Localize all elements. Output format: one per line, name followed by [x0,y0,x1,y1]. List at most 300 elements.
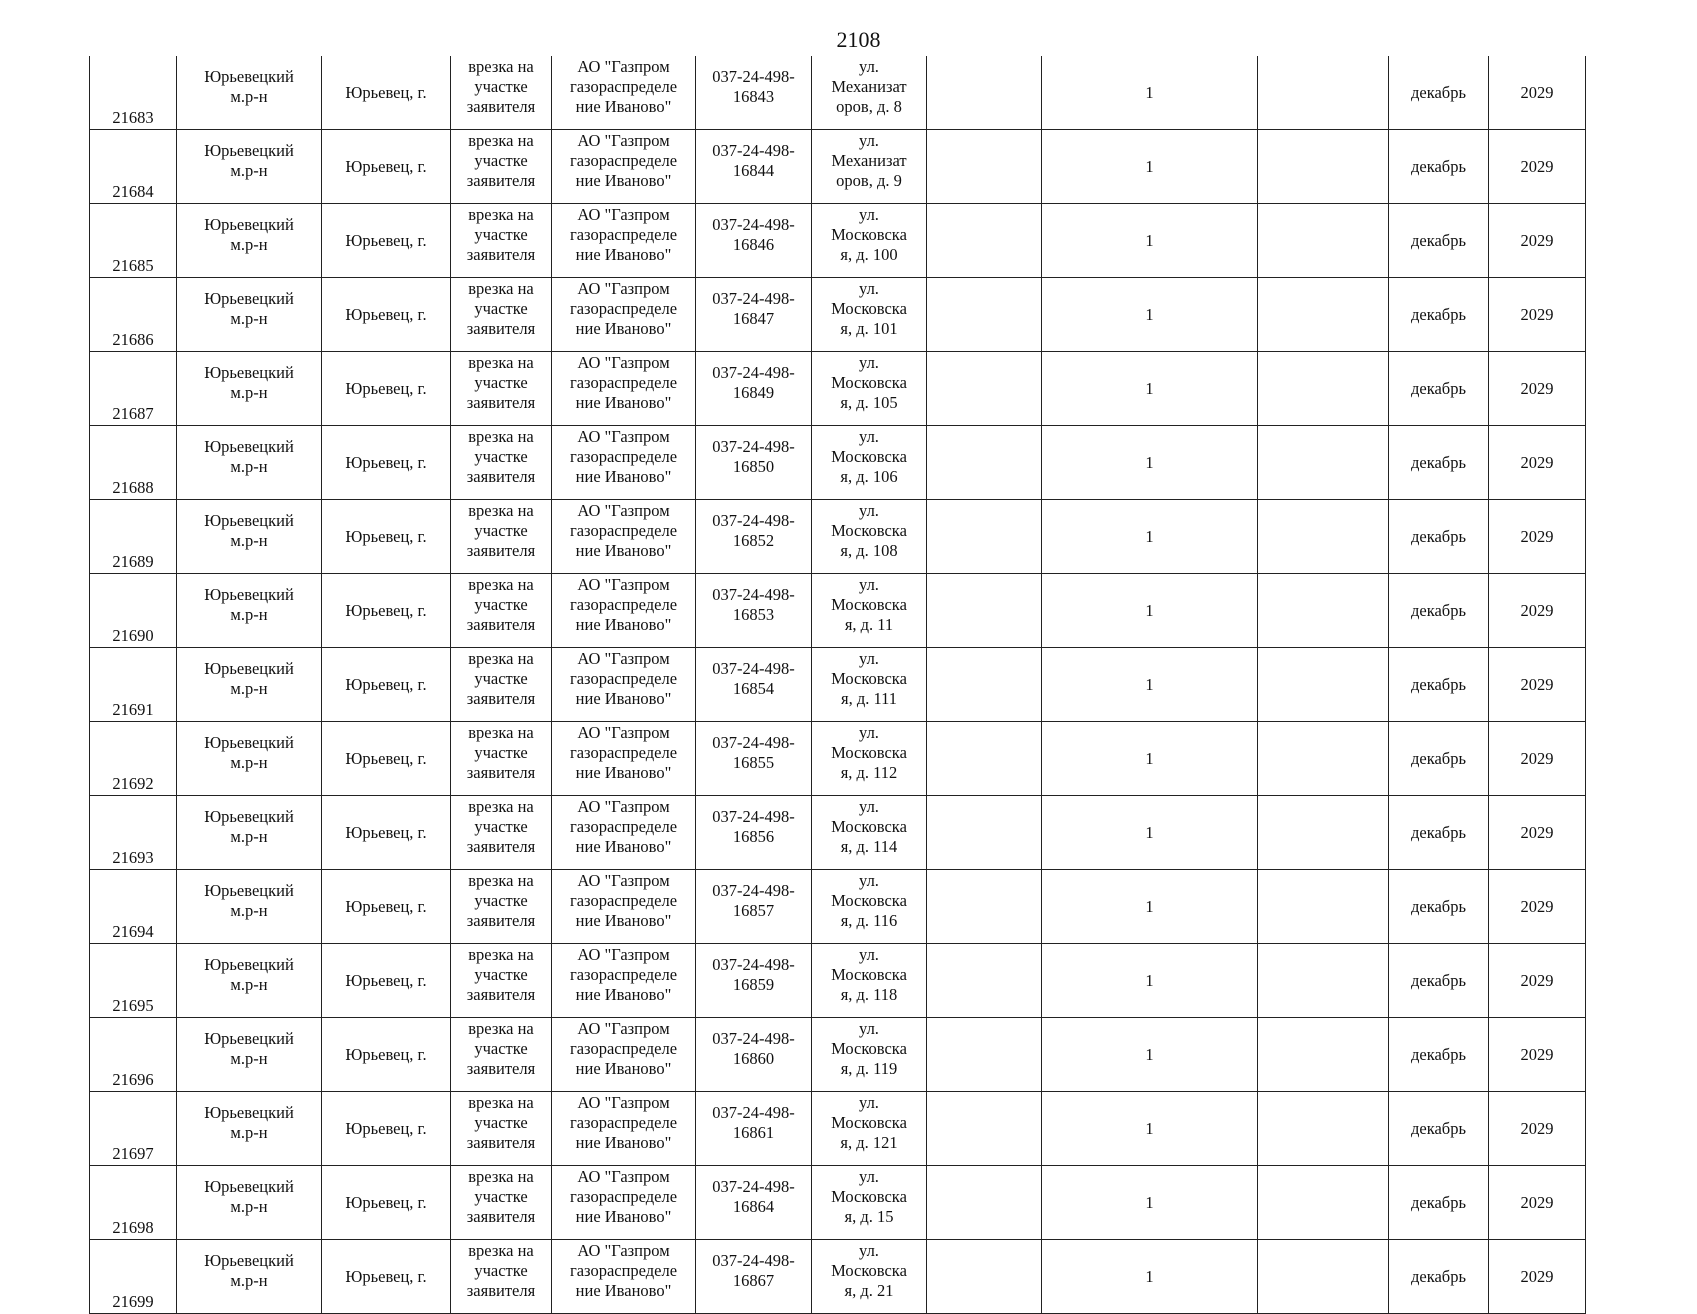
object-code-line: 037-24-498- [712,67,795,86]
connection-type-line: заявителя [466,763,536,782]
address-line: ул. [859,1093,879,1112]
district-cell [177,278,322,352]
row-number-cell: 21688 [90,426,177,500]
organization-line: ние Иваново" [575,467,672,486]
year-cell: 2029 [1489,648,1586,722]
district-line: м.р-н [230,753,268,772]
address-line: я, д. 100 [840,245,898,264]
count-cell: 1 [1042,426,1258,500]
district-line: м.р-н [230,161,268,180]
year-cell: 2029 [1489,1166,1586,1240]
district-line: м.р-н [230,235,268,254]
organization-line: АО "Газпром [577,723,670,742]
district-cell [177,1166,322,1240]
district-line: м.р-н [230,901,268,920]
connection-type-line: участке [474,447,528,466]
row-number-cell: 21689 [90,500,177,574]
empty-cell [927,870,1042,944]
table-row [90,1092,1586,1166]
object-code-line: 037-24-498- [712,807,795,826]
object-code-cell [696,500,812,574]
object-code-line: 16867 [732,1271,775,1290]
connection-type-cell [451,870,552,944]
address-line: Московска [831,965,907,984]
year-cell: 2029 [1489,796,1586,870]
connection-type-cell [451,944,552,1018]
empty-cell [927,204,1042,278]
address-line: ул. [859,279,879,298]
address-cell [812,870,927,944]
empty-cell [927,352,1042,426]
connection-type-line: врезка на [468,353,534,372]
empty-cell [1258,352,1389,426]
row-number-cell: 21690 [90,574,177,648]
district-line: м.р-н [230,87,268,106]
organization-line: АО "Газпром [577,797,670,816]
organization-line: АО "Газпром [577,353,670,372]
address-cell [812,796,927,870]
organization-cell [552,56,696,130]
district-cell [177,352,322,426]
object-code-cell [696,1092,812,1166]
locality-cell: Юрьевец, г. [322,574,451,648]
connection-type-cell [451,648,552,722]
year-cell: 2029 [1489,56,1586,130]
address-line: я, д. 15 [844,1207,894,1226]
organization-line: ние Иваново" [575,97,672,116]
address-line: Московска [831,521,907,540]
connection-type-line: заявителя [466,615,536,634]
organization-line: АО "Газпром [577,427,670,446]
month-cell: декабрь [1389,870,1489,944]
organization-line: газораспределе [569,373,678,392]
address-line: Московска [831,1261,907,1280]
year-cell: 2029 [1489,1240,1586,1314]
connection-type-line: участке [474,77,528,96]
connection-type-line: заявителя [466,97,536,116]
organization-cell [552,870,696,944]
address-line: я, д. 11 [844,615,894,634]
organization-line: ние Иваново" [575,393,672,412]
empty-cell [1258,1240,1389,1314]
row-number-cell: 21693 [90,796,177,870]
object-code-line: 037-24-498- [712,141,795,160]
organization-line: газораспределе [569,1113,678,1132]
locality-cell: Юрьевец, г. [322,1240,451,1314]
connection-type-line: врезка на [468,1167,534,1186]
organization-line: газораспределе [569,225,678,244]
object-code-line: 037-24-498- [712,733,795,752]
object-code-line: 037-24-498- [712,289,795,308]
district-line: м.р-н [230,827,268,846]
address-cell [812,722,927,796]
year-cell: 2029 [1489,130,1586,204]
count-cell: 1 [1042,500,1258,574]
connection-type-line: участке [474,1039,528,1058]
object-code-cell [696,1166,812,1240]
district-cell [177,870,322,944]
object-code-line: 037-24-498- [712,437,795,456]
district-line: Юрьевецкий [204,141,294,160]
connection-type-cell [451,278,552,352]
address-line: я, д. 118 [840,985,898,1004]
month-cell: декабрь [1389,56,1489,130]
month-cell: декабрь [1389,648,1489,722]
organization-cell [552,1092,696,1166]
connection-type-line: участке [474,151,528,170]
connection-type-line: врезка на [468,279,534,298]
connection-type-cell [451,574,552,648]
empty-cell [927,574,1042,648]
month-cell: декабрь [1389,1018,1489,1092]
empty-cell [1258,796,1389,870]
organization-line: АО "Газпром [577,1167,670,1186]
address-line: я, д. 101 [840,319,898,338]
district-line: Юрьевецкий [204,807,294,826]
district-cell [177,574,322,648]
object-code-line: 037-24-498- [712,1103,795,1122]
empty-cell [1258,722,1389,796]
connection-type-line: врезка на [468,575,534,594]
object-code-cell [696,352,812,426]
object-code-line: 16859 [732,975,775,994]
connection-type-line: врезка на [468,501,534,520]
organization-line: АО "Газпром [577,57,670,76]
object-code-line: 037-24-498- [712,585,795,604]
table-row [90,426,1586,500]
table-row [90,1166,1586,1240]
row-number-cell: 21683 [90,56,177,130]
organization-line: ние Иваново" [575,1207,672,1226]
empty-cell [927,1166,1042,1240]
table-row [90,944,1586,1018]
address-line: Московска [831,1039,907,1058]
organization-line: АО "Газпром [577,649,670,668]
organization-cell [552,426,696,500]
district-line: м.р-н [230,1049,268,1068]
address-line: Московска [831,817,907,836]
connection-type-line: участке [474,891,528,910]
organization-line: ние Иваново" [575,245,672,264]
address-line: Московска [831,669,907,688]
object-code-line: 16844 [732,161,775,180]
organization-cell [552,1018,696,1092]
year-cell: 2029 [1489,1018,1586,1092]
empty-cell [1258,204,1389,278]
connection-type-line: врезка на [468,205,534,224]
year-cell: 2029 [1489,204,1586,278]
row-number-cell: 21698 [90,1166,177,1240]
organization-line: АО "Газпром [577,279,670,298]
organization-line: АО "Газпром [577,501,670,520]
month-cell: декабрь [1389,500,1489,574]
connection-type-line: участке [474,299,528,318]
district-line: м.р-н [230,605,268,624]
organization-cell [552,278,696,352]
connection-type-line: врезка на [468,1019,534,1038]
object-code-cell [696,648,812,722]
organization-line: АО "Газпром [577,205,670,224]
object-code-line: 16864 [732,1197,775,1216]
empty-cell [1258,1018,1389,1092]
district-cell [177,1240,322,1314]
organization-line: ние Иваново" [575,763,672,782]
count-cell: 1 [1042,1240,1258,1314]
month-cell: декабрь [1389,574,1489,648]
district-cell [177,1092,322,1166]
count-cell: 1 [1042,278,1258,352]
organization-cell [552,722,696,796]
object-code-line: 037-24-498- [712,363,795,382]
row-number-cell: 21685 [90,204,177,278]
object-code-cell [696,56,812,130]
organization-line: ние Иваново" [575,1059,672,1078]
connection-type-line: участке [474,743,528,762]
organization-line: АО "Газпром [577,1019,670,1038]
table-row [90,648,1586,722]
address-line: оров, д. 9 [836,171,902,190]
table-row [90,1240,1586,1314]
address-cell [812,426,927,500]
empty-cell [1258,1092,1389,1166]
address-line: Московска [831,1113,907,1132]
object-code-line: 16847 [732,309,775,328]
address-line: я, д. 108 [840,541,898,560]
table-row [90,1018,1586,1092]
connection-type-cell [451,426,552,500]
address-line: ул. [859,945,879,964]
organization-line: газораспределе [569,743,678,762]
address-line: Московска [831,743,907,762]
address-line: Московска [831,891,907,910]
year-cell: 2029 [1489,1092,1586,1166]
connection-type-line: заявителя [466,1281,536,1300]
locality-cell: Юрьевец, г. [322,796,451,870]
connection-type-line: врезка на [468,797,534,816]
address-cell [812,574,927,648]
organization-cell [552,648,696,722]
connection-type-line: заявителя [466,985,536,1004]
locality-cell: Юрьевец, г. [322,352,451,426]
organization-line: газораспределе [569,595,678,614]
empty-cell [1258,1166,1389,1240]
year-cell: 2029 [1489,278,1586,352]
locality-cell: Юрьевец, г. [322,278,451,352]
address-cell [812,278,927,352]
empty-cell [1258,870,1389,944]
object-code-line: 16853 [732,605,775,624]
registry-table [89,56,1586,1314]
connection-type-line: участке [474,669,528,688]
district-line: Юрьевецкий [204,67,294,86]
district-line: Юрьевецкий [204,955,294,974]
object-code-line: 16861 [732,1123,775,1142]
object-code-line: 037-24-498- [712,1029,795,1048]
connection-type-line: заявителя [466,171,536,190]
organization-line: ние Иваново" [575,837,672,856]
district-line: м.р-н [230,975,268,994]
row-number-cell: 21696 [90,1018,177,1092]
table-row [90,870,1586,944]
count-cell: 1 [1042,204,1258,278]
object-code-cell [696,1018,812,1092]
connection-type-line: заявителя [466,393,536,412]
organization-cell [552,944,696,1018]
year-cell: 2029 [1489,574,1586,648]
month-cell: декабрь [1389,1166,1489,1240]
locality-cell: Юрьевец, г. [322,1166,451,1240]
district-cell [177,944,322,1018]
connection-type-line: заявителя [466,689,536,708]
empty-cell [927,648,1042,722]
district-cell [177,204,322,278]
row-number-cell: 21686 [90,278,177,352]
object-code-cell [696,204,812,278]
organization-line: АО "Газпром [577,871,670,890]
table-row [90,574,1586,648]
object-code-cell [696,796,812,870]
organization-cell [552,1240,696,1314]
empty-cell [927,500,1042,574]
connection-type-line: заявителя [466,1133,536,1152]
address-line: Московска [831,373,907,392]
organization-cell [552,1166,696,1240]
connection-type-cell [451,130,552,204]
organization-line: ние Иваново" [575,171,672,190]
empty-cell [927,426,1042,500]
row-number-cell: 21694 [90,870,177,944]
row-number-cell: 21691 [90,648,177,722]
connection-type-line: врезка на [468,945,534,964]
organization-line: ние Иваново" [575,319,672,338]
address-line: ул. [859,649,879,668]
month-cell: декабрь [1389,722,1489,796]
connection-type-cell [451,722,552,796]
address-cell [812,56,927,130]
address-line: Механизат [831,77,907,96]
count-cell: 1 [1042,796,1258,870]
connection-type-line: участке [474,965,528,984]
connection-type-line: заявителя [466,245,536,264]
count-cell: 1 [1042,648,1258,722]
organization-line: ние Иваново" [575,615,672,634]
row-number-cell: 21697 [90,1092,177,1166]
count-cell: 1 [1042,870,1258,944]
organization-cell [552,204,696,278]
district-line: Юрьевецкий [204,1103,294,1122]
locality-cell: Юрьевец, г. [322,944,451,1018]
district-line: м.р-н [230,309,268,328]
connection-type-line: участке [474,521,528,540]
empty-cell [927,944,1042,1018]
object-code-line: 037-24-498- [712,511,795,530]
table-row [90,278,1586,352]
empty-cell [1258,944,1389,1018]
year-cell: 2029 [1489,944,1586,1018]
address-line: Московска [831,595,907,614]
address-line: ул. [859,205,879,224]
organization-line: газораспределе [569,1039,678,1058]
object-code-cell [696,426,812,500]
connection-type-line: участке [474,595,528,614]
district-line: Юрьевецкий [204,363,294,382]
month-cell: декабрь [1389,1092,1489,1166]
count-cell: 1 [1042,352,1258,426]
locality-cell: Юрьевец, г. [322,204,451,278]
locality-cell: Юрьевец, г. [322,500,451,574]
organization-line: газораспределе [569,77,678,96]
organization-line: ние Иваново" [575,689,672,708]
connection-type-cell [451,796,552,870]
address-line: я, д. 106 [840,467,898,486]
object-code-line: 16852 [732,531,775,550]
address-line: ул. [859,131,879,150]
empty-cell [1258,648,1389,722]
organization-line: газораспределе [569,447,678,466]
month-cell: декабрь [1389,204,1489,278]
organization-line: газораспределе [569,669,678,688]
connection-type-line: врезка на [468,1093,534,1112]
count-cell: 1 [1042,722,1258,796]
object-code-line: 16856 [732,827,775,846]
object-code-line: 037-24-498- [712,215,795,234]
object-code-line: 037-24-498- [712,881,795,900]
organization-line: газораспределе [569,151,678,170]
locality-cell: Юрьевец, г. [322,648,451,722]
connection-type-line: врезка на [468,427,534,446]
address-cell [812,1018,927,1092]
organization-line: газораспределе [569,817,678,836]
address-line: ул. [859,57,879,76]
month-cell: декабрь [1389,796,1489,870]
district-cell [177,796,322,870]
organization-cell [552,796,696,870]
organization-line: АО "Газпром [577,1241,670,1260]
organization-cell [552,574,696,648]
empty-cell [1258,574,1389,648]
row-number-cell: 21695 [90,944,177,1018]
address-line: ул. [859,797,879,816]
locality-cell: Юрьевец, г. [322,1092,451,1166]
object-code-line: 037-24-498- [712,659,795,678]
address-line: ул. [859,1167,879,1186]
object-code-cell [696,574,812,648]
object-code-line: 16854 [732,679,775,698]
object-code-line: 16860 [732,1049,775,1068]
year-cell: 2029 [1489,500,1586,574]
district-line: м.р-н [230,1271,268,1290]
table-row [90,352,1586,426]
year-cell: 2029 [1489,426,1586,500]
row-number-cell: 21699 [90,1240,177,1314]
year-cell: 2029 [1489,352,1586,426]
month-cell: декабрь [1389,944,1489,1018]
empty-cell [1258,130,1389,204]
count-cell: 1 [1042,574,1258,648]
district-line: м.р-н [230,679,268,698]
address-cell [812,500,927,574]
month-cell: декабрь [1389,426,1489,500]
empty-cell [927,1018,1042,1092]
organization-cell [552,130,696,204]
connection-type-line: заявителя [466,1059,536,1078]
table-row [90,500,1586,574]
district-line: м.р-н [230,1197,268,1216]
connection-type-cell [451,204,552,278]
address-cell [812,1166,927,1240]
connection-type-cell [451,56,552,130]
organization-line: АО "Газпром [577,131,670,150]
